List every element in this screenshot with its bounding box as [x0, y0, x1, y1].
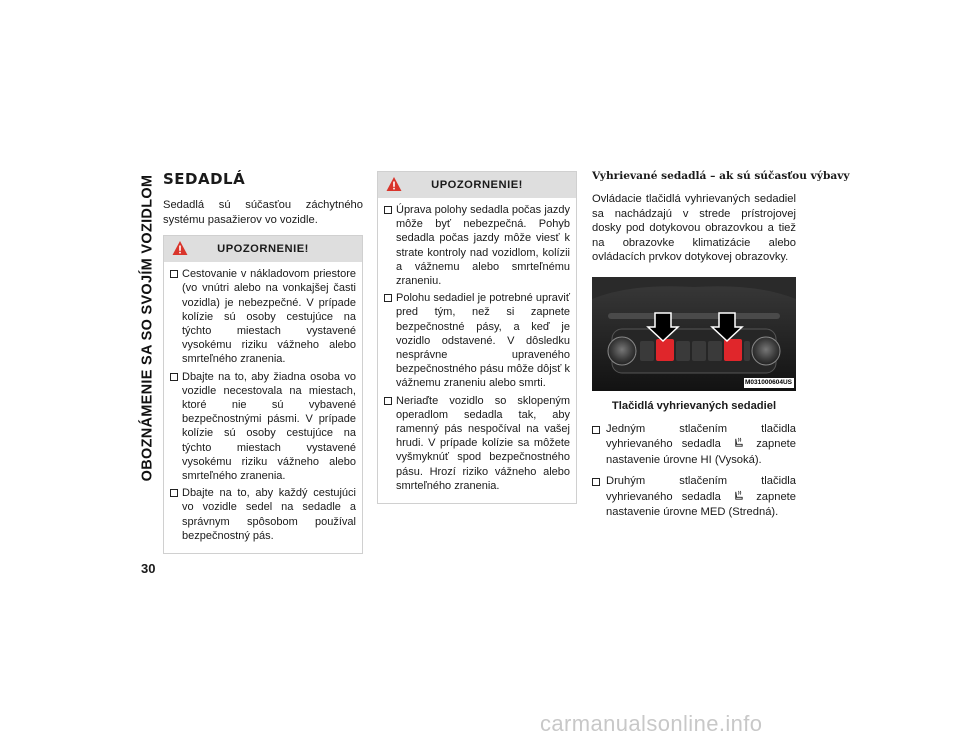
- list-item: [384, 394, 570, 493]
- square-bullet-icon: [170, 489, 178, 497]
- column-left: [163, 170, 363, 554]
- list-item-text: Polohu sedadiel je potrebné upraviť pred tým, než si zapnete bezpečnostné pásy, a keď je vozidlo odstavené. V dôsledku nesprávne upraveného bezpečnostného pásu môže dôjsť k vážnemu zraneniu alebo smrti.: [396, 292, 570, 390]
- list-item: [384, 203, 570, 288]
- step-text-before: Druhým stlačením tlačidla vyhrievaného sedadla: [606, 475, 796, 503]
- list-item-text: Úprava polohy sedadla počas jazdy môže byť nebezpečná. Pohyb sedadla počas jazdy môže viesť k strate kontroly nad vozidlom, kolízii a vážnemu alebo smrteľnému zraneniu.: [396, 204, 570, 288]
- side-tab: [134, 165, 160, 490]
- warning-title: UPOZORNENIE!: [217, 243, 309, 256]
- square-bullet-icon: [384, 206, 392, 214]
- heated-seat-icon: [733, 490, 744, 501]
- warning-triangle-icon: [172, 240, 188, 256]
- heated-steps: [592, 422, 796, 521]
- column-right: [592, 170, 850, 527]
- list-item-text: Neriaďte vozidlo so sklopeným operadlom sedadla tak, aby ramenný pás nespočíval na vašej hrudi. V prípade kolízie sa môžete vyšmyknúť spod bezpečnostného pásu. Hrozí riziko vážneho alebo smrteľného zranenia.: [396, 394, 570, 492]
- list-item: [170, 370, 356, 484]
- warning-header: [378, 172, 576, 198]
- figure-code: M031000604US: [745, 378, 792, 386]
- list-item-text: Cestovanie v nákladovom priestore (vo vnútri alebo na vonkajšej časti vozidla) je nebezpečné. V prípade kolízie sú osoby cestujúce na týchto miestach vystavené vysokému riziku vážneho alebo smrteľného zranenia.: [182, 268, 356, 366]
- section-title: SEDADLÁ: [163, 170, 246, 188]
- square-bullet-icon: [384, 294, 392, 302]
- step-text-after: zapnete nastavenie úrovne HI (Vysoká).: [606, 438, 797, 466]
- warning-triangle-icon: [386, 176, 402, 192]
- warning-list: [164, 267, 362, 543]
- list-item: [592, 422, 796, 469]
- list-item: [170, 486, 356, 543]
- subsection-title: Vyhrievané sedadlá – ak sú súčasťou výbavy: [592, 170, 850, 182]
- list-item: [384, 291, 570, 390]
- step-text-before: Jedným stlačením tlačidla vyhrievaného sedadla: [606, 422, 796, 451]
- heated-seat-buttons-figure: [592, 277, 796, 391]
- side-tab-label: OBOZNÁMENIE SA SO SVOJÍM VOZIDLOM: [139, 174, 156, 481]
- heated-seat-icon: [733, 437, 744, 448]
- warning-title: UPOZORNENIE!: [431, 179, 523, 191]
- watermark: carmanualsonline.info: [540, 711, 763, 736]
- list-item-text: Dbajte na to, aby žiadna osoba vo vozidle necestovala na miestach, ktoré nie sú vybavené bezpečnostnými pásmi. V prípade kolízie sú osoby cestujúce na týchto miestach vystavené vysokému riziku vážneho alebo smrteľného zranenia.: [182, 370, 356, 483]
- square-bullet-icon: [592, 478, 600, 486]
- warning-header: [164, 236, 362, 262]
- square-bullet-icon: [384, 397, 392, 405]
- dashboard-illustration: [592, 277, 796, 391]
- warning-box-2: [377, 171, 577, 504]
- list-item: [592, 474, 796, 521]
- square-bullet-icon: [170, 270, 178, 278]
- list-item: [170, 267, 356, 366]
- column-middle: [377, 171, 577, 504]
- warning-box-1: [163, 235, 363, 554]
- heated-intro: Ovládacie tlačidlá vyhrievaných sedadiel sa nachádzajú v strede prístrojovej dosky pod dotykovou obrazovkou a tiež na obrazovke klimatizácie alebo ovládacích prvkov dotykovej obrazovky.: [592, 193, 796, 264]
- figure-caption: Tlačidlá vyhrievaných sedadiel: [611, 399, 777, 412]
- section-intro: Sedadlá sú súčasťou záchytného systému pasažierov vo vozidle.: [163, 199, 363, 226]
- step-text-after: zapnete nastavenie úrovne MED (Stredná).: [606, 490, 797, 519]
- square-bullet-icon: [170, 373, 178, 381]
- square-bullet-icon: [592, 426, 600, 434]
- list-item-text: Dbajte na to, aby každý cestujúci vo vozidle sedel na sedadle a správnym spôsobom používal bezpečnostný pás.: [182, 487, 356, 542]
- warning-list: [378, 203, 576, 493]
- page-number: 30: [141, 561, 156, 576]
